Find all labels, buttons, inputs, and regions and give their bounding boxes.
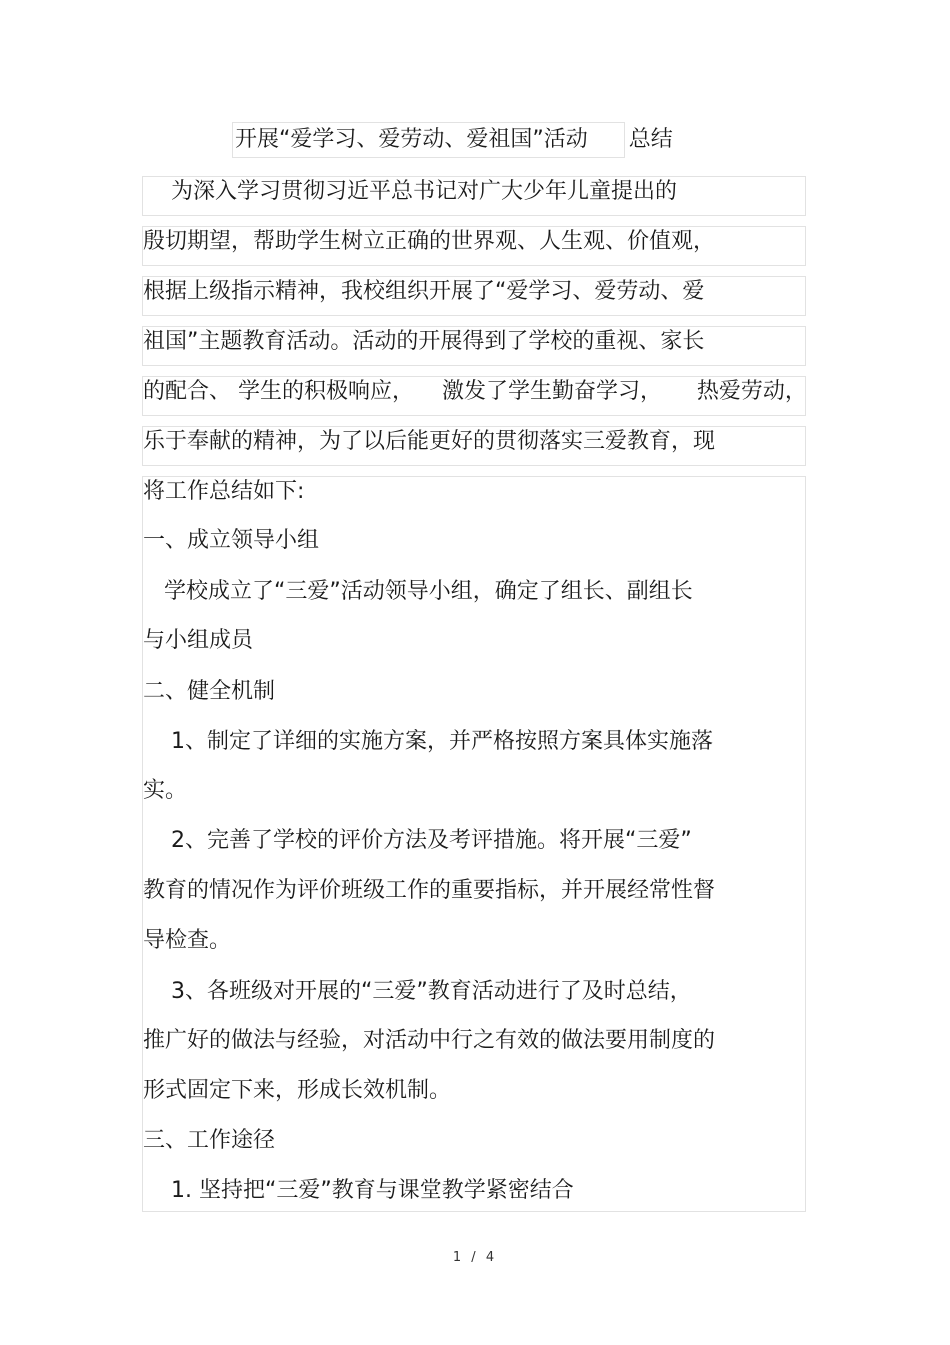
body-line: 3、各班级对开展的“三爱”教育活动进行了及时总结，	[143, 979, 692, 1004]
body-line: 实。	[143, 778, 188, 803]
body-line: 形式固定下来，形成长效机制。	[143, 1078, 452, 1103]
intro-line: 为深入学习贯彻习近平总书记对广大少年儿童提出的	[143, 179, 677, 204]
title-tail-text: 总结	[628, 127, 673, 152]
title-main-text: 开展“爱学习、爱劳动、爱祖国”活动	[232, 122, 625, 158]
body-line: 将工作总结如下:	[143, 479, 305, 504]
body-line: 学校成立了“三爱”活动领导小组，确定了组长、副组长	[143, 579, 693, 604]
body-line: 教育的情况作为评价班级工作的重要指标，并开展经常性督	[143, 878, 716, 903]
body-line: 推广好的做法与经验，对活动中行之有效的做法要用制度的	[143, 1028, 716, 1053]
intro-line: 的配合、 学生的积极响应， 激发了学生勤奋学习， 热爱劳动，	[143, 379, 807, 404]
body-line: 1、制定了详细的实施方案，并严格按照方案具体实施落	[143, 729, 713, 754]
section-heading-3: 三、工作途径	[143, 1128, 276, 1153]
section-heading-1: 一、成立领导小组	[143, 528, 320, 553]
intro-line: 殷切期望，帮助学生树立正确的世界观、人生观、价值观，	[143, 229, 716, 254]
body-line: 导检查。	[143, 928, 232, 953]
body-line: 1. 坚持把“三爱”教育与课堂教学紧密结合	[143, 1178, 574, 1203]
intro-line: 祖国”主题教育活动。活动的开展得到了学校的重视、家长	[143, 329, 705, 354]
body-line: 与小组成员	[143, 628, 254, 653]
body-line: 2、完善了学校的评价方法及考评措施。将开展“三爱”	[143, 828, 692, 853]
document-title	[232, 122, 673, 158]
intro-line: 乐于奉献的精神，为了以后能更好的贯彻落实三爱教育，现	[143, 429, 716, 454]
intro-line: 根据上级指示精神，我校组织开展了“爱学习、爱劳动、爱	[143, 279, 705, 304]
page-indicator: 1 / 4	[452, 1250, 498, 1265]
section-heading-2: 二、健全机制	[143, 679, 276, 704]
